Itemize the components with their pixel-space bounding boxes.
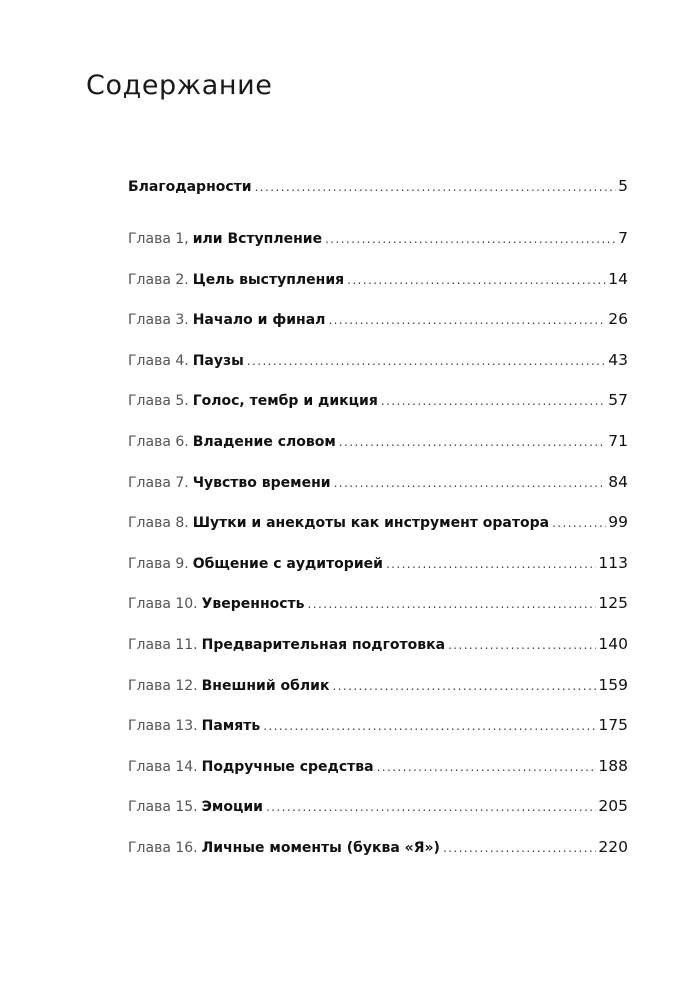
toc-entry [128,430,628,452]
page-number: 113 [598,553,628,572]
page-number: 84 [608,472,628,491]
toc-entry [128,633,628,655]
chapter-prefix: Глава 9. [128,555,189,572]
chapter-title: Голос, тембр и дикция [192,393,378,410]
dot-leader [347,269,606,291]
chapter-prefix: Глава 16. [128,840,198,856]
dot-leader [308,593,597,615]
dot-leader [448,634,596,656]
toc-entry [128,511,628,533]
dot-leader [443,837,596,859]
chapter-prefix: Глава 1, [128,231,189,247]
toc-entry [128,227,628,249]
chapter-title: Благодарности [128,179,252,195]
dot-leader [266,796,596,818]
chapter-title: Память [201,718,261,735]
chapter-title: Личные моменты (буква «Я») [201,840,440,856]
chapter-title: Подручные средства [201,758,374,775]
page-number: 188 [598,756,628,775]
page-number: 205 [598,797,628,816]
toc-entry [128,268,628,290]
page-number: 7 [618,229,628,247]
chapter-title: Цель выступления [192,271,345,288]
chapter-prefix: Глава 12. [128,677,198,694]
dot-leader [332,675,596,697]
dot-leader [255,176,617,198]
toc-entry [128,552,628,574]
chapter-title: Начало и финал [192,312,326,329]
toc-entry [128,714,628,736]
chapter-prefix: Глава 5. [128,393,189,410]
chapter-title: или Вступление [192,231,323,247]
chapter-title: Паузы [192,352,244,369]
chapter-prefix: Глава 8. [128,515,189,532]
dot-leader [328,309,606,331]
toc-entry [128,175,628,197]
chapter-title: Шутки и анекдоты как инструмент оратора [192,515,550,532]
dot-leader [334,472,607,494]
page-number: 43 [608,350,628,369]
dot-leader [325,228,616,250]
page-number: 140 [598,635,628,653]
dot-leader [339,431,606,453]
page-number: 220 [598,838,628,856]
dot-leader [386,553,596,575]
chapter-prefix: Глава 6. [128,434,189,450]
page-number: 99 [608,513,628,532]
toc-entry [128,349,628,371]
chapter-title: Чувство времени [192,474,331,491]
toc-entry [128,389,628,411]
page-number: 159 [598,675,628,694]
chapter-prefix: Глава 10. [128,596,198,613]
dot-leader [381,390,606,412]
chapter-prefix: Глава 14. [128,758,198,775]
page-number: 26 [608,310,628,329]
dot-leader [552,512,606,534]
dot-leader [263,715,596,737]
dot-leader [247,350,606,372]
chapter-title: Уверенность [201,596,305,613]
chapter-prefix: Глава 4. [128,352,189,369]
toc-entry [128,795,628,817]
chapter-title: Предварительная подготовка [201,637,446,653]
toc-entry [128,755,628,777]
toc-entry [128,836,628,858]
page-number: 14 [608,269,628,288]
toc-entry [128,592,628,614]
chapter-prefix: Глава 7. [128,474,189,491]
chapter-title: Общение с аудиторией [192,555,383,572]
page-number: 125 [598,594,628,613]
chapter-title: Владение словом [192,434,336,450]
chapter-prefix: Глава 3. [128,312,189,329]
page-number: 71 [608,432,628,450]
page-number: 175 [598,716,628,735]
chapter-prefix: Глава 2. [128,271,189,288]
chapter-prefix: Глава 13. [128,718,198,735]
toc-entry [128,471,628,493]
page-title: Содержание [86,70,273,101]
chapter-title: Внешний облик [201,677,330,694]
chapter-title: Эмоции [201,799,263,816]
page-number: 57 [608,391,628,410]
chapter-prefix: Глава 11. [128,637,198,653]
toc-entry [128,674,628,696]
chapter-prefix: Глава 15. [128,799,198,816]
dot-leader [377,756,597,778]
toc-entry [128,308,628,330]
page-number: 5 [618,177,628,195]
